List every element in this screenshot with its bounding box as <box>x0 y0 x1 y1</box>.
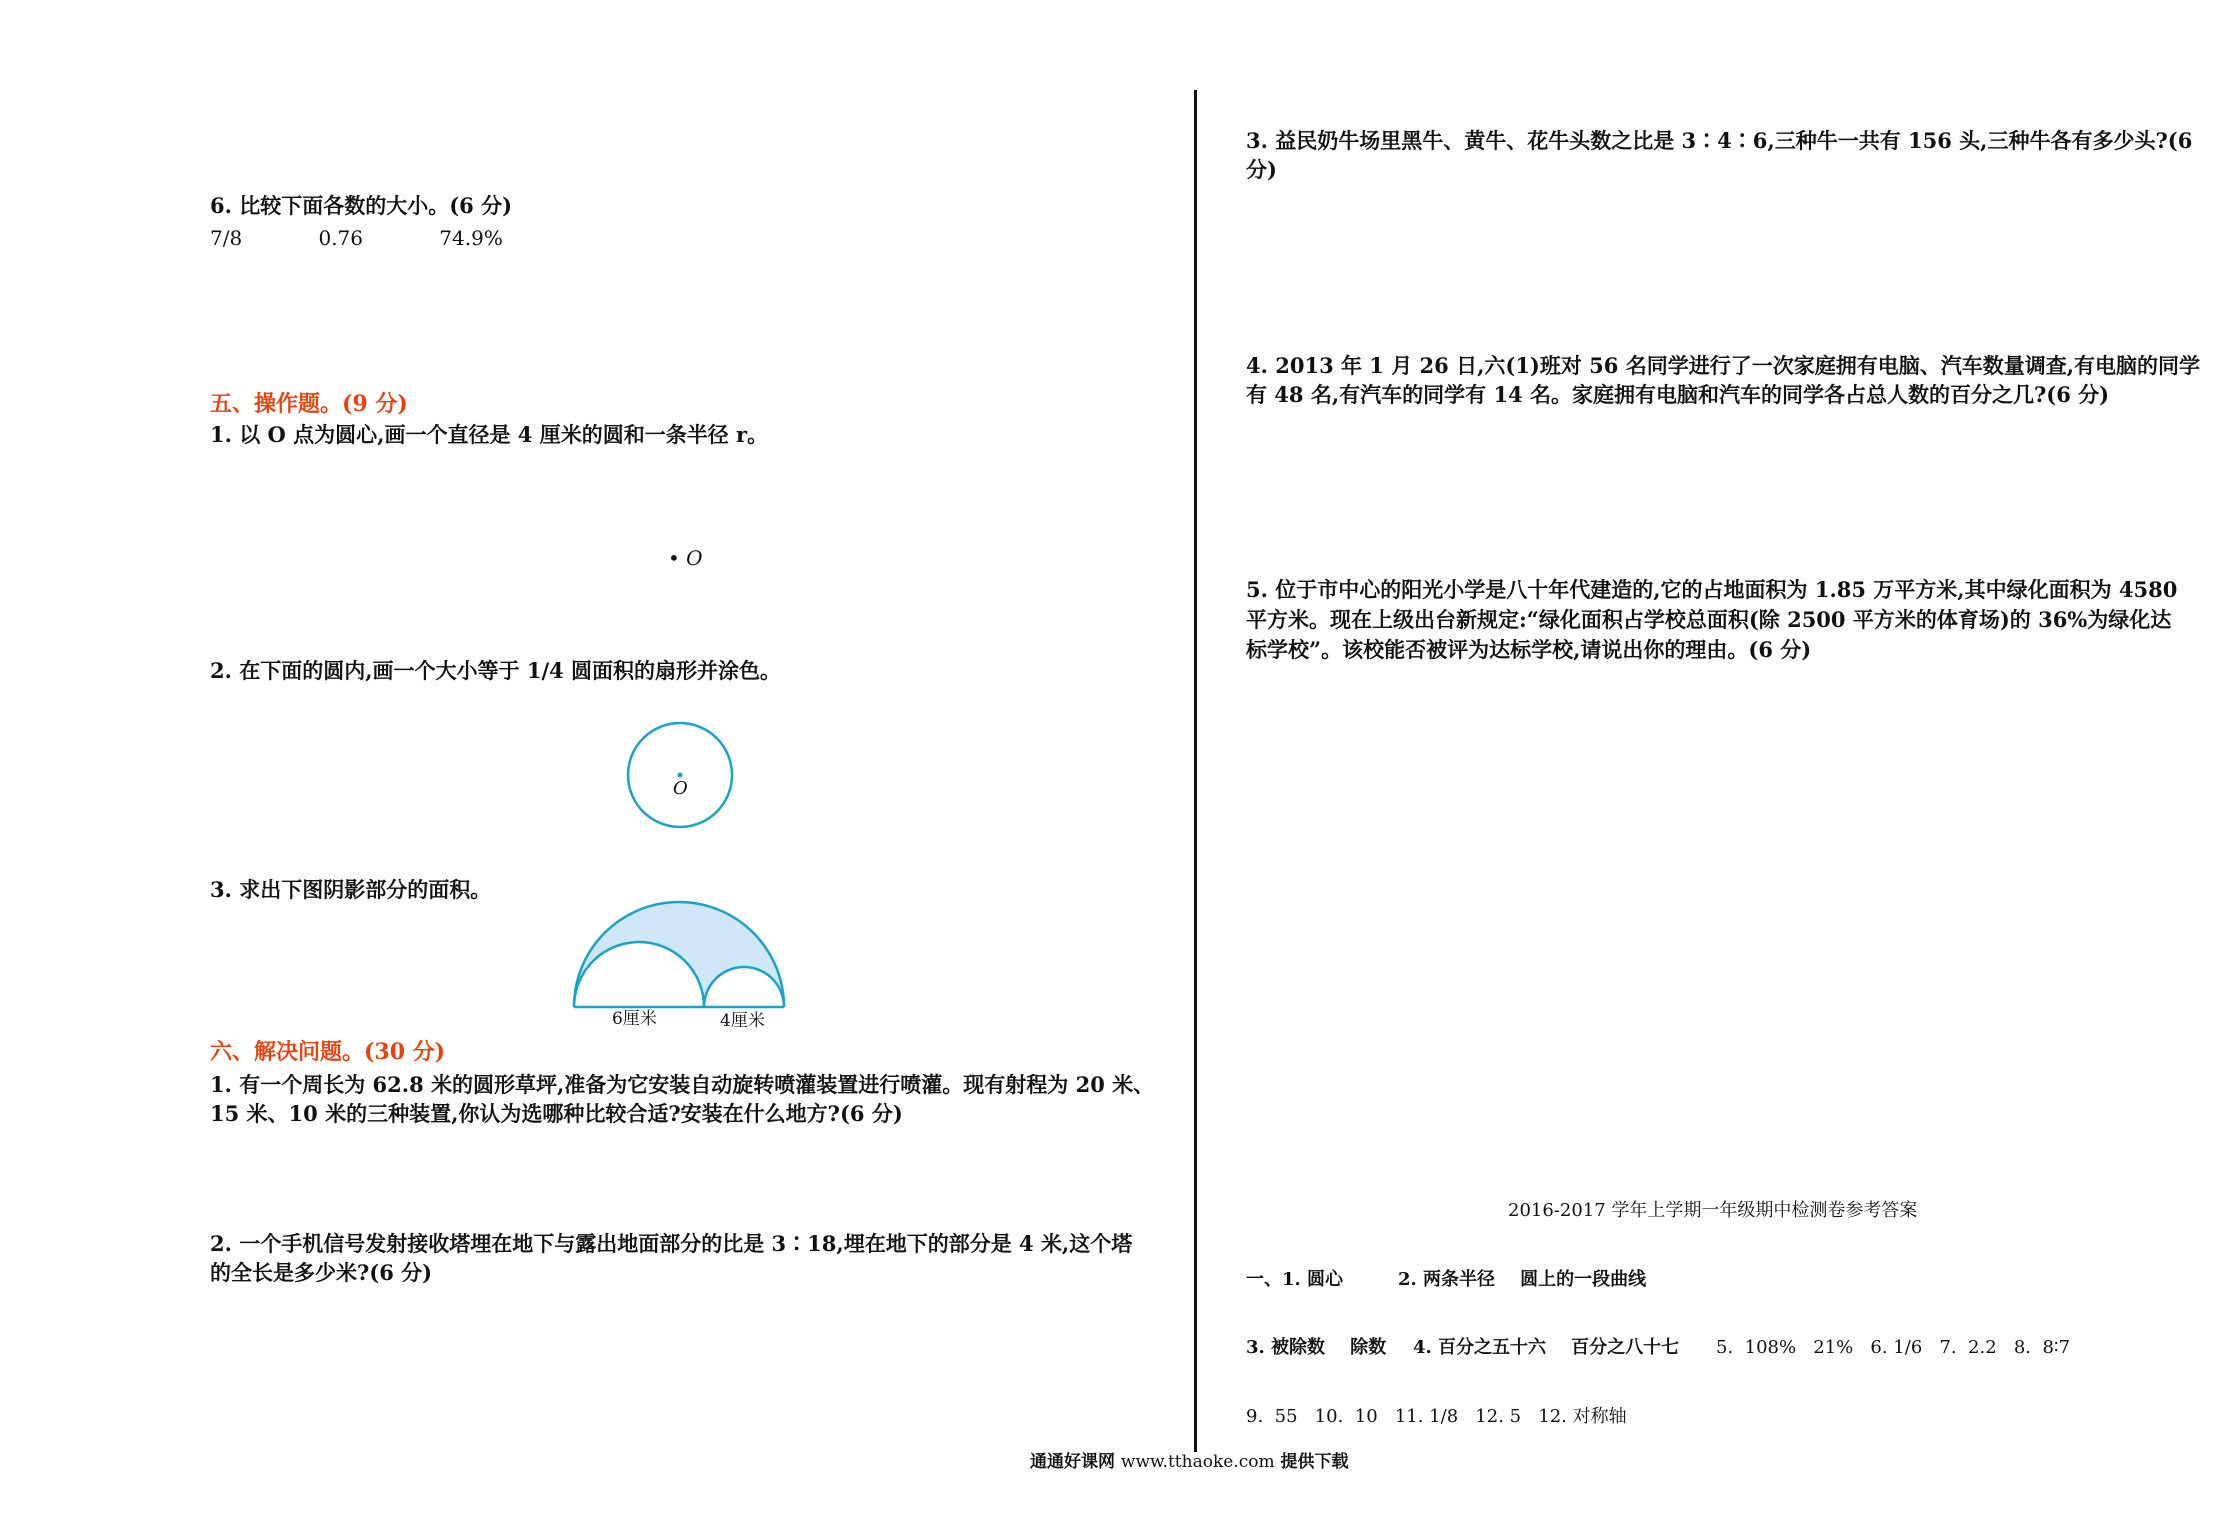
circle-figure <box>625 720 735 830</box>
answer-line-1a: 一、1. 圆心 <box>1246 1269 1344 1290</box>
footer <box>1030 1451 1349 1473</box>
answer-line-1b: 2. 两条半径 圆上的一段曲线 <box>1398 1269 1647 1290</box>
question-5-line-3: 标学校”。该校能否被评为达标学校,请说出你的理由。(6 分) <box>1246 637 1812 662</box>
answer-line-2a: 3. 被除数 除数 <box>1246 1337 1387 1358</box>
section-6-question-2-line-2: 的全长是多少米?(6 分) <box>210 1260 433 1285</box>
question-5-line-2: 平方米。现在上级出台新规定:“绿化面积占学校总面积(除 2500 平方米的体育场)的 36%为绿化达 <box>1246 607 2172 632</box>
answer-key-title: 2016-2017 学年上学期一年级期中检测卷参考答案 <box>1508 1200 1918 1221</box>
question-4-line-1: 4. 2013 年 1 月 26 日,六(1)班对 56 名同学进行了一次家庭拥有电脑、汽车数量调查,有电脑的同学 <box>1246 353 2201 378</box>
section-6-title: 六、解决问题。(30 分) <box>210 1039 446 1065</box>
footer-suffix: 提供下载 <box>1280 1452 1349 1472</box>
section-6-question-2-line-1: 2. 一个手机信号发射接收塔埋在地下与露出地面部分的比是 3∶18,埋在地下的部分是 4 米,这个塔 <box>210 1231 1133 1256</box>
question-4-line-2: 有 48 名,有汽车的同学有 14 名。家庭拥有电脑和汽车的同学各占总人数的百分之几?(6 分) <box>1246 382 2110 407</box>
section-5-question-1: 1. 以 O 点为圆心,画一个直径是 4 厘米的圆和一条半径 r。 <box>210 422 769 447</box>
shaded-semicircle-figure <box>572 902 787 1002</box>
question-6-values: 7/8 0.76 74.9% <box>210 226 503 250</box>
section-5-question-2: 2. 在下面的圆内,画一个大小等于 1/4 圆面积的扇形并涂色。 <box>210 658 782 683</box>
section-6-question-1-line-2: 15 米、10 米的三种装置,你认为选哪种比较合适?安装在什么地方?(6 分) <box>210 1101 903 1126</box>
answer-line-2c: 5. 108% 21% 6. 1/6 7. 2.2 8. 8∶7 <box>1716 1337 2071 1358</box>
section-5-question-3: 3. 求出下图阴影部分的面积。 <box>210 877 492 902</box>
dimension-6cm: 6厘米 <box>612 1009 657 1029</box>
footer-url[interactable]: www.tthaoke.com <box>1120 1452 1275 1472</box>
point-o-label: • O <box>668 546 703 570</box>
answer-line-3: 9. 55 10. 10 11. 1/8 12. 5 12. 对称轴 <box>1246 1406 1627 1427</box>
question-6-title: 6. 比较下面各数的大小。(6 分) <box>210 193 513 218</box>
question-3-line-2: 分) <box>1246 157 1277 182</box>
section-6-question-1-line-1: 1. 有一个周长为 62.8 米的圆形草坪,准备为它安装自动旋转喷灌装置进行喷灌。现有射程为 20 米、 <box>210 1072 1155 1097</box>
answer-line-2b: 4. 百分之五十六 百分之八十七 <box>1413 1337 1680 1358</box>
question-5-line-1: 5. 位于市中心的阳光小学是八十年代建造的,它的占地面积为 1.85 万平方米,其中绿化面积为 4580 <box>1246 577 2178 602</box>
question-3-line-1: 3. 益民奶牛场里黑牛、黄牛、花牛头数之比是 3∶4∶6,三种牛一共有 156 头,三种牛各有多少头?(6 <box>1246 128 2193 153</box>
dimension-4cm: 4厘米 <box>720 1011 765 1031</box>
column-divider <box>1194 90 1197 1452</box>
section-5-title: 五、操作题。(9 分) <box>210 391 408 417</box>
footer-site-name: 通通好课网 <box>1030 1452 1115 1472</box>
circle-center-label: O <box>673 778 688 799</box>
